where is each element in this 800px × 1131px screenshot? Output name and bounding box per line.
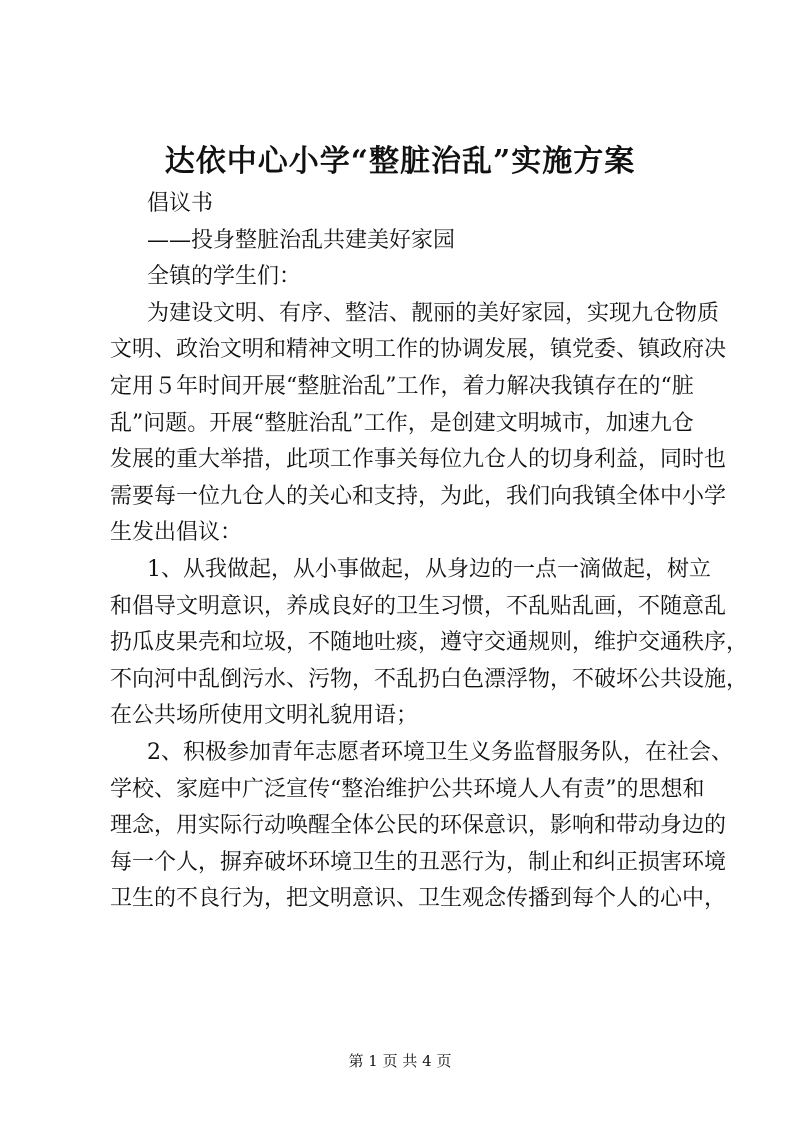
paragraph-line: 2、积极参加青年志愿者环境卫生义务监督服务队，在社会、	[147, 739, 733, 765]
paragraph-line: 需要每一位九仓人的关心和支持，为此，我们向我镇全体中小学	[110, 483, 727, 509]
paragraph-line: 理念，用实际行动唤醒全体公民的环保意识，影响和带动身边的	[110, 813, 727, 839]
proposal-subtitle: ——投身整脏治乱共建美好家园	[147, 227, 456, 253]
paragraph-line: 在公共场所使用文明礼貌用语；	[110, 703, 419, 729]
paragraph-line: 生发出倡议：	[110, 520, 243, 546]
paragraph-line: 不向河中乱倒污水、污物，不乱扔白色漂浮物，不破坏公共设施，	[110, 666, 749, 692]
paragraph-line: 卫生的不良行为，把文明意识、卫生观念传播到每个人的心中，	[110, 886, 727, 912]
paragraph-line: 定用５年时间开展“整脏治乱”工作，着力解决我镇存在的“脏	[110, 373, 694, 399]
document-title: 达依中心小学“整脏治乱”实施方案	[164, 144, 636, 179]
paragraph-line: 为建设文明、有序、整洁、靓丽的美好家园，实现九仓物质	[147, 300, 720, 326]
paragraph-line: 文明、政治文明和精神文明工作的协调发展，镇党委、镇政府决	[110, 337, 727, 363]
document-body	[110, 186, 749, 918]
paragraph-line: 乱”问题。开展“整脏治乱”工作，是创建文明城市，加速九仓	[110, 410, 694, 436]
salutation: 全镇的学生们：	[147, 264, 302, 290]
paragraph-line: 扔瓜皮果壳和垃圾，不随地吐痰，遵守交通规则，维护交通秩序，	[110, 630, 749, 656]
paragraph-line: 每一个人，摒弃破坏环境卫生的丑恶行为，制止和纠正损害环境	[110, 849, 727, 875]
paragraph-line: 学校、家庭中广泛宣传“整治维护公共环境人人有责”的思想和	[110, 776, 705, 802]
paragraph-line: 和倡导文明意识，养成良好的卫生习惯，不乱贴乱画，不随意乱	[110, 593, 727, 619]
paragraph-line: 1、从我做起，从小事做起，从身边的一点一滴做起，树立	[147, 556, 711, 582]
page-footer: 第 1 页 共 4 页	[348, 1052, 452, 1070]
proposal-heading: 倡议书	[147, 191, 214, 216]
paragraph-line: 发展的重大举措，此项工作事关每位九仓人的切身利益，同时也	[110, 447, 727, 473]
